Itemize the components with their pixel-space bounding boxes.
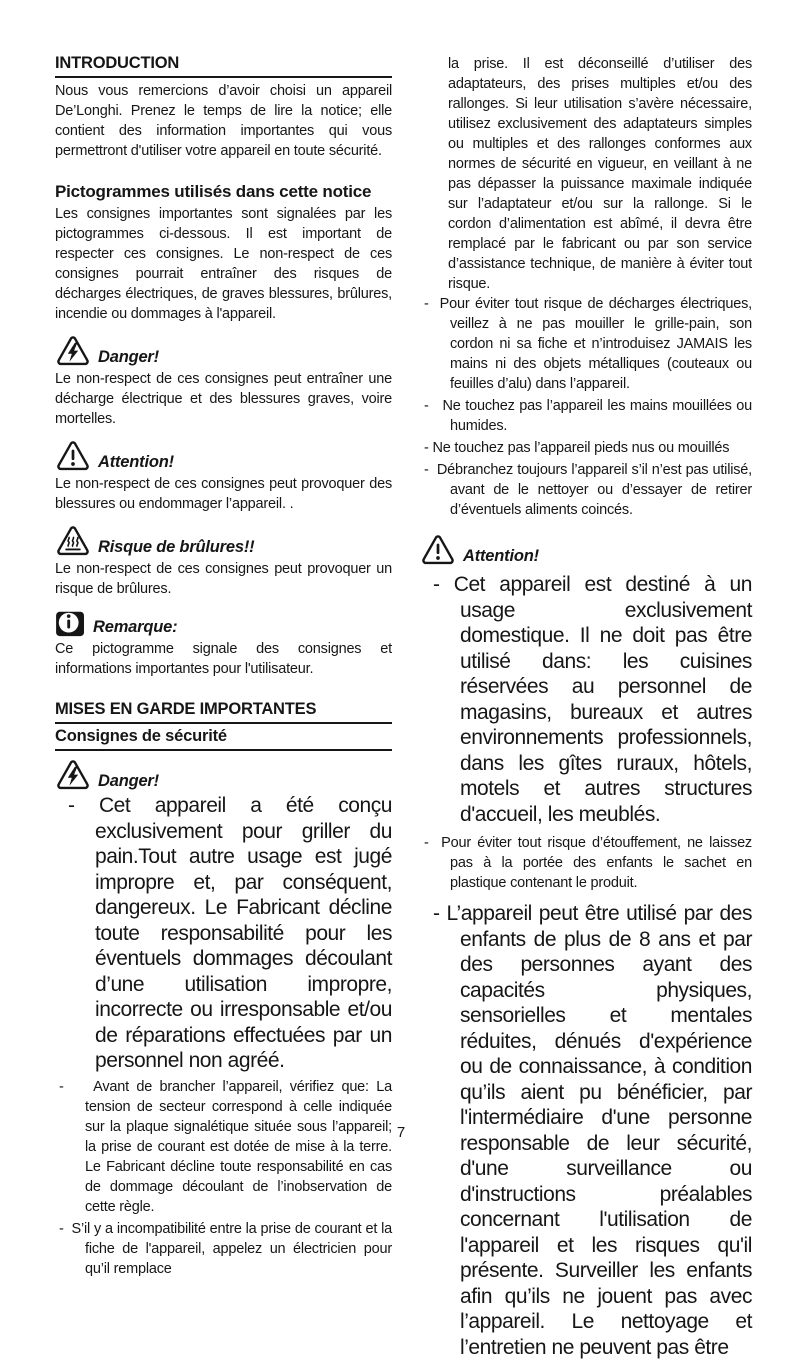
right-column bbox=[420, 54, 752, 1363]
attention-paragraph: Le non-respect de ces consignes peut provoquer des blessures ou endommager l’appareil. . bbox=[55, 476, 392, 512]
note-heading-row bbox=[55, 610, 392, 637]
attention-icon bbox=[55, 440, 91, 472]
danger2-label: Danger! bbox=[98, 771, 159, 790]
info-icon bbox=[55, 610, 86, 637]
danger2-heading-row bbox=[55, 759, 392, 791]
burn-paragraph: Le non-respect de ces consignes peut provoquer un risque de brûlures. bbox=[55, 561, 392, 597]
continuation-paragraph: la prise. Il est déconseillé d’utiliser des adaptateurs, des prises multiples et/ou des rallonges. Si leur utilisation s’avère nécessaire, utilisez exclusivement des adaptateurs simples ou multiples et des rallonges conformes aux normes de sécurité en vigueur, en veillant à ne pas dépasser la puissance maximale indiquée sur l’adaptateur et/ou sur la rallonge. Si le cordon d’alimentation est abîmé, il devra être remplacé par le fabricant ou par son service d’assistance technique, de manière à éviter tout risque. bbox=[448, 56, 752, 292]
danger-label: Danger! bbox=[98, 347, 159, 366]
left-column bbox=[55, 54, 392, 1363]
list-item: - Cet appareil a été conçu exclusivement pour griller du pain.Tout autre usage est jugé impropre et, par conséquent, dangereux. Le Fabricant décline toute responsabilité pour les éventuels dommages découlant d’une utilisation impropre, incorrecte ou irresponsable et/ou de réparations effectuées par un personnel non agréé. bbox=[68, 794, 392, 1072]
attention-label: Attention! bbox=[98, 452, 174, 471]
list-item: - Ne touchez pas l’appareil les mains mouillées ou humides. bbox=[424, 398, 752, 434]
danger-heading-row bbox=[55, 335, 392, 367]
burn-hazard-icon bbox=[55, 525, 91, 557]
burn-heading-row bbox=[55, 525, 392, 557]
danger-icon bbox=[55, 759, 91, 791]
burn-label: Risque de brûlures!! bbox=[98, 537, 255, 556]
danger-icon bbox=[55, 335, 91, 367]
attention2-label: Attention! bbox=[463, 546, 539, 565]
section-title-safety: Consignes de sécurité bbox=[55, 727, 392, 751]
section-title-warnings: MISES EN GARDE IMPORTANTES bbox=[55, 700, 392, 724]
list-item: - Cet appareil est destiné à un usage exclusivement domestique. Il ne doit pas être utilisé dans: les cuisines réservées au personnel de magasins, bureaux et autres environnements professionnels, dans les gîtes ruraux, hôtels, motels et autres structures d'accueil, les meublés. bbox=[433, 573, 752, 826]
danger-paragraph: Le non-respect de ces consignes peut entraîner une décharge électrique et des blessures graves, voire mortelles. bbox=[55, 371, 392, 427]
list-item: - Pour éviter tout risque d’étouffement, ne laissez pas à la portée des enfants le sachet en plastique contenant le produit. bbox=[424, 835, 752, 891]
pictogrammes-paragraph: Les consignes importantes sont signalées par les pictogrammes ci-dessous. Il est important de respecter ces consignes. Le non-respect de ces consignes pourrait entraîner des risques de décharges électriques, de graves blessures, brûlures, incendie ou dommages à l'appareil. bbox=[55, 206, 392, 322]
list-item: - Avant de brancher l’appareil, vérifiez que: La tension de secteur correspond à celle indiquée sur la plaque signalétique située sous l’appareil; la prise de courant est dotée de mise à la terre. Le Fabricant décline toute responsabilité en cas de dommage découlant de l’inobservation de cette règle. bbox=[59, 1078, 392, 1215]
list-item: - Ne touchez pas l’appareil pieds nus ou mouillés bbox=[424, 440, 730, 456]
attention-heading-row bbox=[55, 440, 392, 472]
list-item: - S’il y a incompatibilité entre la prise de courant et la fiche de l'appareil, appelez un électricien pour qu’il remplace bbox=[59, 1220, 392, 1277]
note-paragraph: Ce pictogramme signale des consignes et informations importantes pour l'utilisateur. bbox=[55, 641, 392, 677]
note-label: Remarque: bbox=[93, 617, 178, 636]
list-item: - Pour éviter tout risque de décharges électriques, veillez à ne pas mouiller le grille-pain, son cordon ni sa fiche et n’introduisez JAMAIS les mains ni des objets métalliques (couteaux ou feuilles d’alu) dans l’appareil. bbox=[424, 296, 752, 392]
page-number: 7 bbox=[396, 1124, 406, 1141]
introduction-paragraph: Nous vous remercions d’avoir choisi un appareil De’Longhi. Prenez le temps de lire la notice; elle contient des information importantes qui vous permettront d'utiliser votre appareil en toute sécurité. bbox=[55, 83, 392, 159]
attention-icon bbox=[420, 534, 456, 566]
section-title-pictogrammes: Pictogrammes utilisés dans cette notice bbox=[55, 182, 372, 201]
attention2-heading-row bbox=[420, 534, 752, 566]
list-item: - L’appareil peut être utilisé par des enfants de plus de 8 ans et par des personnes ayant des capacités physiques, sensorielles et mentales réduites, dénués d'expérience ou de connaissance, à condition qu’ils aient pu bénéficier, par l'intermédiaire d'une personne responsable de leur sécurité, d'une surveillance ou d'instructions préalables concernant l'utilisation de l'appareil et les risques qu'il présente. Surveiller les enfants afin qu’ils ne jouent pas avec l’appareil. Le nettoyage et l’entretien ne peuvent pas être bbox=[433, 902, 752, 1359]
section-title-introduction: INTRODUCTION bbox=[55, 54, 392, 78]
list-item: - Débranchez toujours l’appareil s’il n’est pas utilisé, avant de le nettoyer ou d’essayer de retirer d’éventuels aliments coincés. bbox=[424, 462, 752, 518]
